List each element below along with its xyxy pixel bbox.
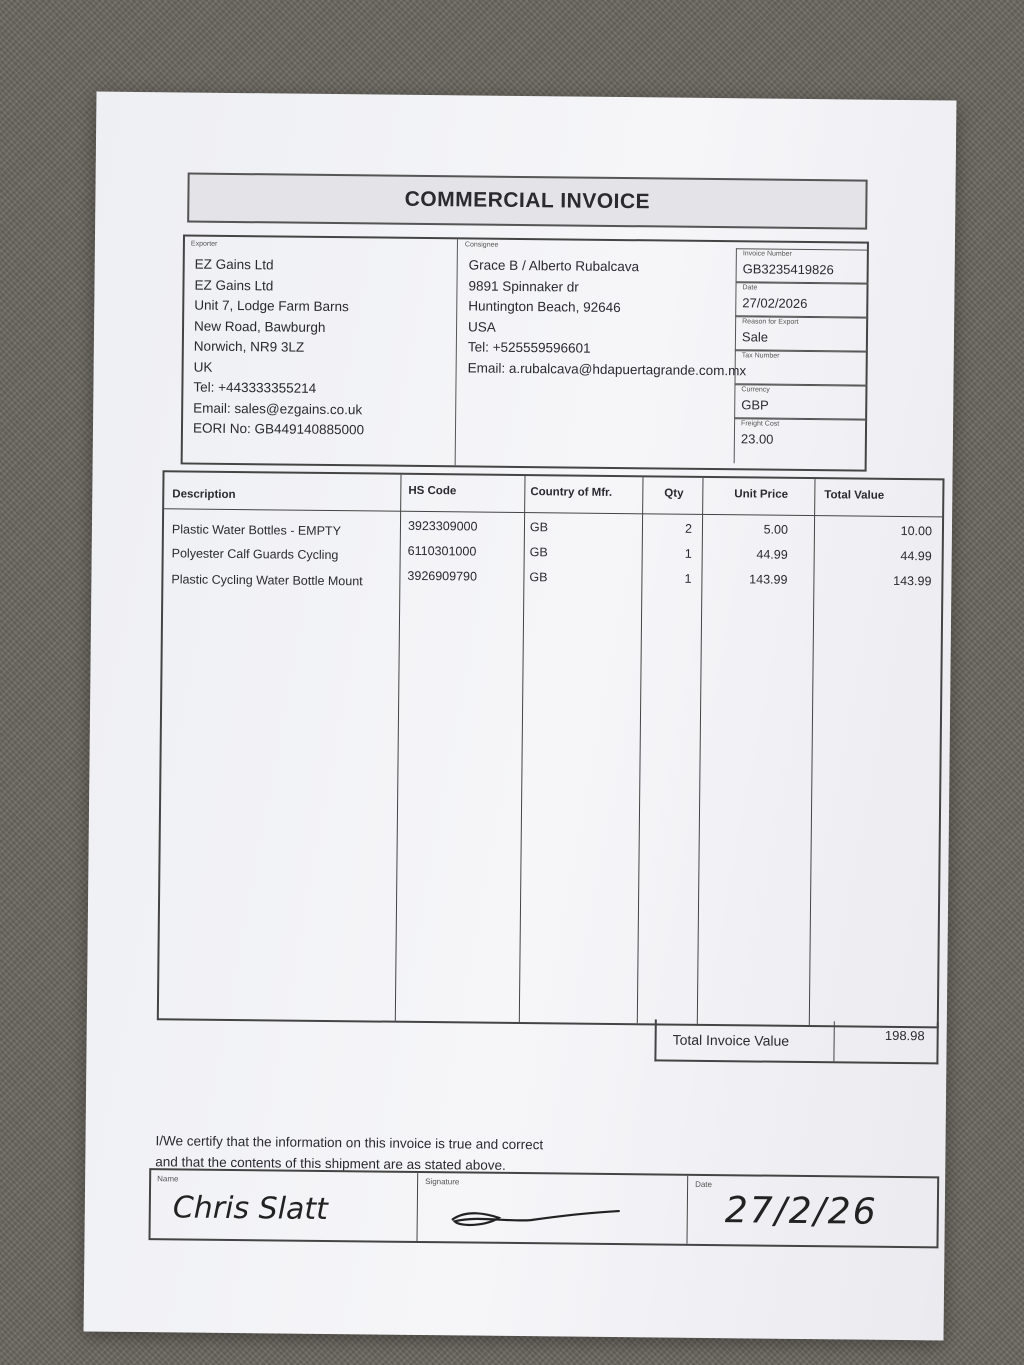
freight-box xyxy=(734,418,867,464)
exporter-line: EORI No: GB449140885000 xyxy=(192,420,365,438)
header-country: Country of Mfr. xyxy=(530,486,613,499)
row2-qty: 1 xyxy=(684,546,692,561)
exporter-line: New Road, Bawburgh xyxy=(193,318,326,335)
row1-unit: 5.00 xyxy=(763,522,789,537)
row3-qty: 1 xyxy=(684,571,692,586)
exporter-line: UK xyxy=(193,359,213,375)
reason-box xyxy=(735,316,868,351)
row2-unit: 44.99 xyxy=(756,547,788,562)
header-qty: Qty xyxy=(664,487,684,500)
total-label: Total Invoice Value xyxy=(672,1031,790,1049)
exporter-line: Unit 7, Lodge Farm Barns xyxy=(194,297,349,315)
tax-number-label: Tax Number xyxy=(741,352,780,360)
handwritten-name: Chris Slatt xyxy=(172,1190,329,1228)
row1-hs: 3923309000 xyxy=(407,518,478,534)
header-total-value: Total Value xyxy=(824,489,885,502)
reason-label: Reason for Export xyxy=(742,318,799,326)
row3-description: Plastic Cycling Water Bottle Mount xyxy=(171,572,363,589)
invoice-number-label: Invoice Number xyxy=(742,250,792,258)
consignee-label: Consignee xyxy=(464,241,499,249)
invoice-title: COMMERCIAL INVOICE xyxy=(187,172,867,229)
row3-hs: 3926909790 xyxy=(407,568,478,584)
consignee-line: Huntington Beach, 92646 xyxy=(468,298,621,316)
exporter-line: Email: sales@ezgains.co.uk xyxy=(193,400,363,417)
date-value: 27/02/2026 xyxy=(742,295,808,311)
row2-country: GB xyxy=(529,545,548,560)
invoice-paper xyxy=(84,92,957,1341)
row3-country: GB xyxy=(529,570,548,585)
header-hs-code: HS Code xyxy=(408,484,457,498)
exporter-line: EZ Gains Ltd xyxy=(194,277,274,293)
row1-qty: 2 xyxy=(684,521,693,536)
header-unit-price: Unit Price xyxy=(734,488,789,501)
consignee-line: Tel: +525559596601 xyxy=(467,339,591,356)
signature-block xyxy=(148,1168,939,1248)
header-description: Description xyxy=(172,488,236,502)
date-label: Date xyxy=(742,284,758,292)
consignee-line: 9891 Spinnaker dr xyxy=(468,277,579,295)
row3-total: 143.99 xyxy=(893,573,932,589)
invoice-number-box xyxy=(736,248,869,283)
freight-value: 23.00 xyxy=(740,431,774,447)
certification-line: I/We certify that the information on this invoice is true and correct xyxy=(155,1133,544,1153)
row2-hs: 6110301000 xyxy=(407,543,477,559)
freight-label: Freight Cost xyxy=(741,420,780,428)
consignee-line: Email: a.rubalcava@hdapuertagrande.com.mx xyxy=(467,359,747,378)
consignee-line: Grace B / Alberto Rubalcava xyxy=(468,257,640,275)
total-value: 198.98 xyxy=(884,1027,925,1044)
signature-scribble xyxy=(447,1195,627,1231)
reason-value: Sale xyxy=(741,329,769,345)
currency-box xyxy=(734,384,867,419)
handwritten-date: 27/2/26 xyxy=(724,1190,878,1233)
exporter-label: Exporter xyxy=(190,240,218,248)
invoice-number-value: GB3235419826 xyxy=(742,261,834,278)
row2-description: Polyester Calf Guards Cycling xyxy=(171,546,339,563)
date-box xyxy=(735,282,868,317)
name-label: Name xyxy=(157,1174,179,1184)
consignee-line: USA xyxy=(467,318,496,335)
row1-description: Plastic Water Bottles - EMPTY xyxy=(171,522,342,539)
currency-value: GBP xyxy=(741,397,769,413)
row2-total: 44.99 xyxy=(900,548,932,564)
address-section xyxy=(181,234,869,471)
currency-label: Currency xyxy=(741,386,770,394)
signature-label: Signature xyxy=(425,1177,460,1187)
row1-country: GB xyxy=(529,520,549,535)
consignee-address xyxy=(468,255,748,381)
row1-total: 10.00 xyxy=(900,523,933,539)
row3-unit: 143.99 xyxy=(749,572,788,587)
items-table xyxy=(157,470,945,1028)
total-box xyxy=(654,1019,938,1064)
exporter-line: Tel: +443333355214 xyxy=(193,379,317,396)
certification-line: and that the contents of this shipment are as stated above. xyxy=(155,1154,506,1173)
exporter-line: Norwich, NR9 3LZ xyxy=(193,338,305,355)
tax-number-box xyxy=(734,350,867,385)
date-sig-label: Date xyxy=(695,1179,713,1190)
exporter-address xyxy=(193,255,366,441)
exporter-line: EZ Gains Ltd xyxy=(194,256,274,273)
